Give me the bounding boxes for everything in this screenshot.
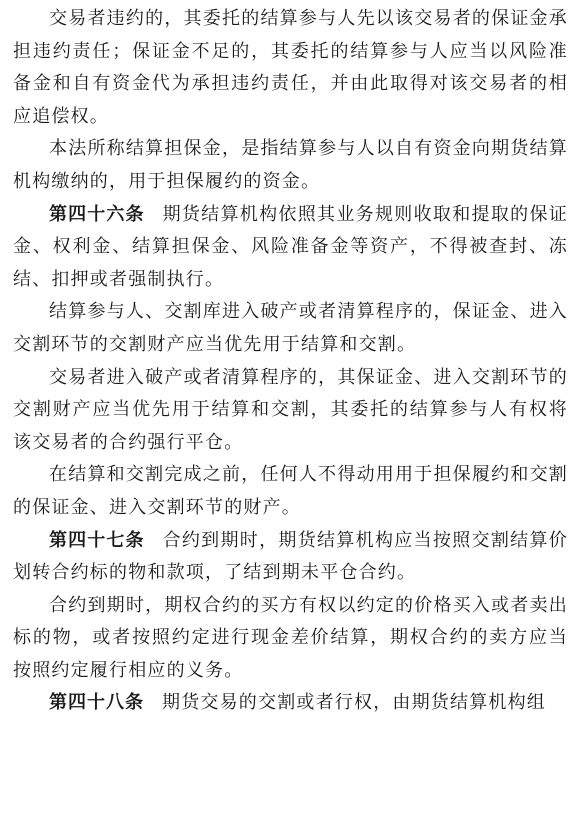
paragraph	[13, 590, 568, 688]
paragraph-text: 结算参与人、交割库进入破产或者清算程序的，保证金、进入交割环节的交割财产应当优先用于结算和交割。	[13, 301, 568, 355]
document-page	[13, 0, 568, 720]
paragraph-text: 合约到期时，期权合约的买方有权以约定的价格买入或者卖出标的物，或者按照约定进行现金差价结算，期权合约的卖方应当按照约定履行相应的义务。	[13, 594, 568, 681]
paragraph-text: 本法所称结算担保金，是指结算参与人以自有资金向期货结算机构缴纳的，用于担保履约的资金。	[13, 138, 568, 192]
paragraph-text: 交易者进入破产或者清算程序的，其保证金、进入交割环节的交割财产应当优先用于结算和交割，其委托的结算参与人有权将该交易者的合约强行平仓。	[13, 366, 568, 453]
paragraph-text: 期货交易的交割或者行权，由期货结算机构组	[162, 692, 546, 714]
paragraph	[13, 362, 568, 460]
paragraph	[13, 459, 568, 524]
paragraph	[13, 296, 568, 361]
article-number: 第四十七条	[49, 529, 145, 551]
paragraph-text: 交易者违约的，其委托的结算参与人先以该交易者的保证金承担违约责任；保证金不足的，其委托的结算参与人应当以风险准备金和自有资金代为承担违约责任，并由此取得对该交易者的相应追偿权。	[13, 8, 568, 127]
paragraph-text: 合约到期时，期货结算机构应当按照交割结算价划转合约标的物和款项，了结到期未平仓合约。	[13, 529, 568, 584]
paragraph-text: 期货结算机构依照其业务规则收取和提取的保证金、权利金、结算担保金、风险准备金等资产，不得被查封、冻结、扣押或者强制执行。	[13, 203, 568, 290]
paragraph	[13, 3, 568, 133]
paragraph-text: 在结算和交割完成之前，任何人不得动用用于担保履约和交割的保证金、进入交割环节的财产。	[13, 464, 568, 518]
paragraph	[13, 133, 568, 198]
article-number: 第四十六条	[49, 203, 145, 225]
article-number: 第四十八条	[49, 692, 144, 714]
article-paragraph	[13, 687, 568, 720]
article-paragraph	[13, 525, 568, 590]
article-paragraph	[13, 199, 568, 297]
